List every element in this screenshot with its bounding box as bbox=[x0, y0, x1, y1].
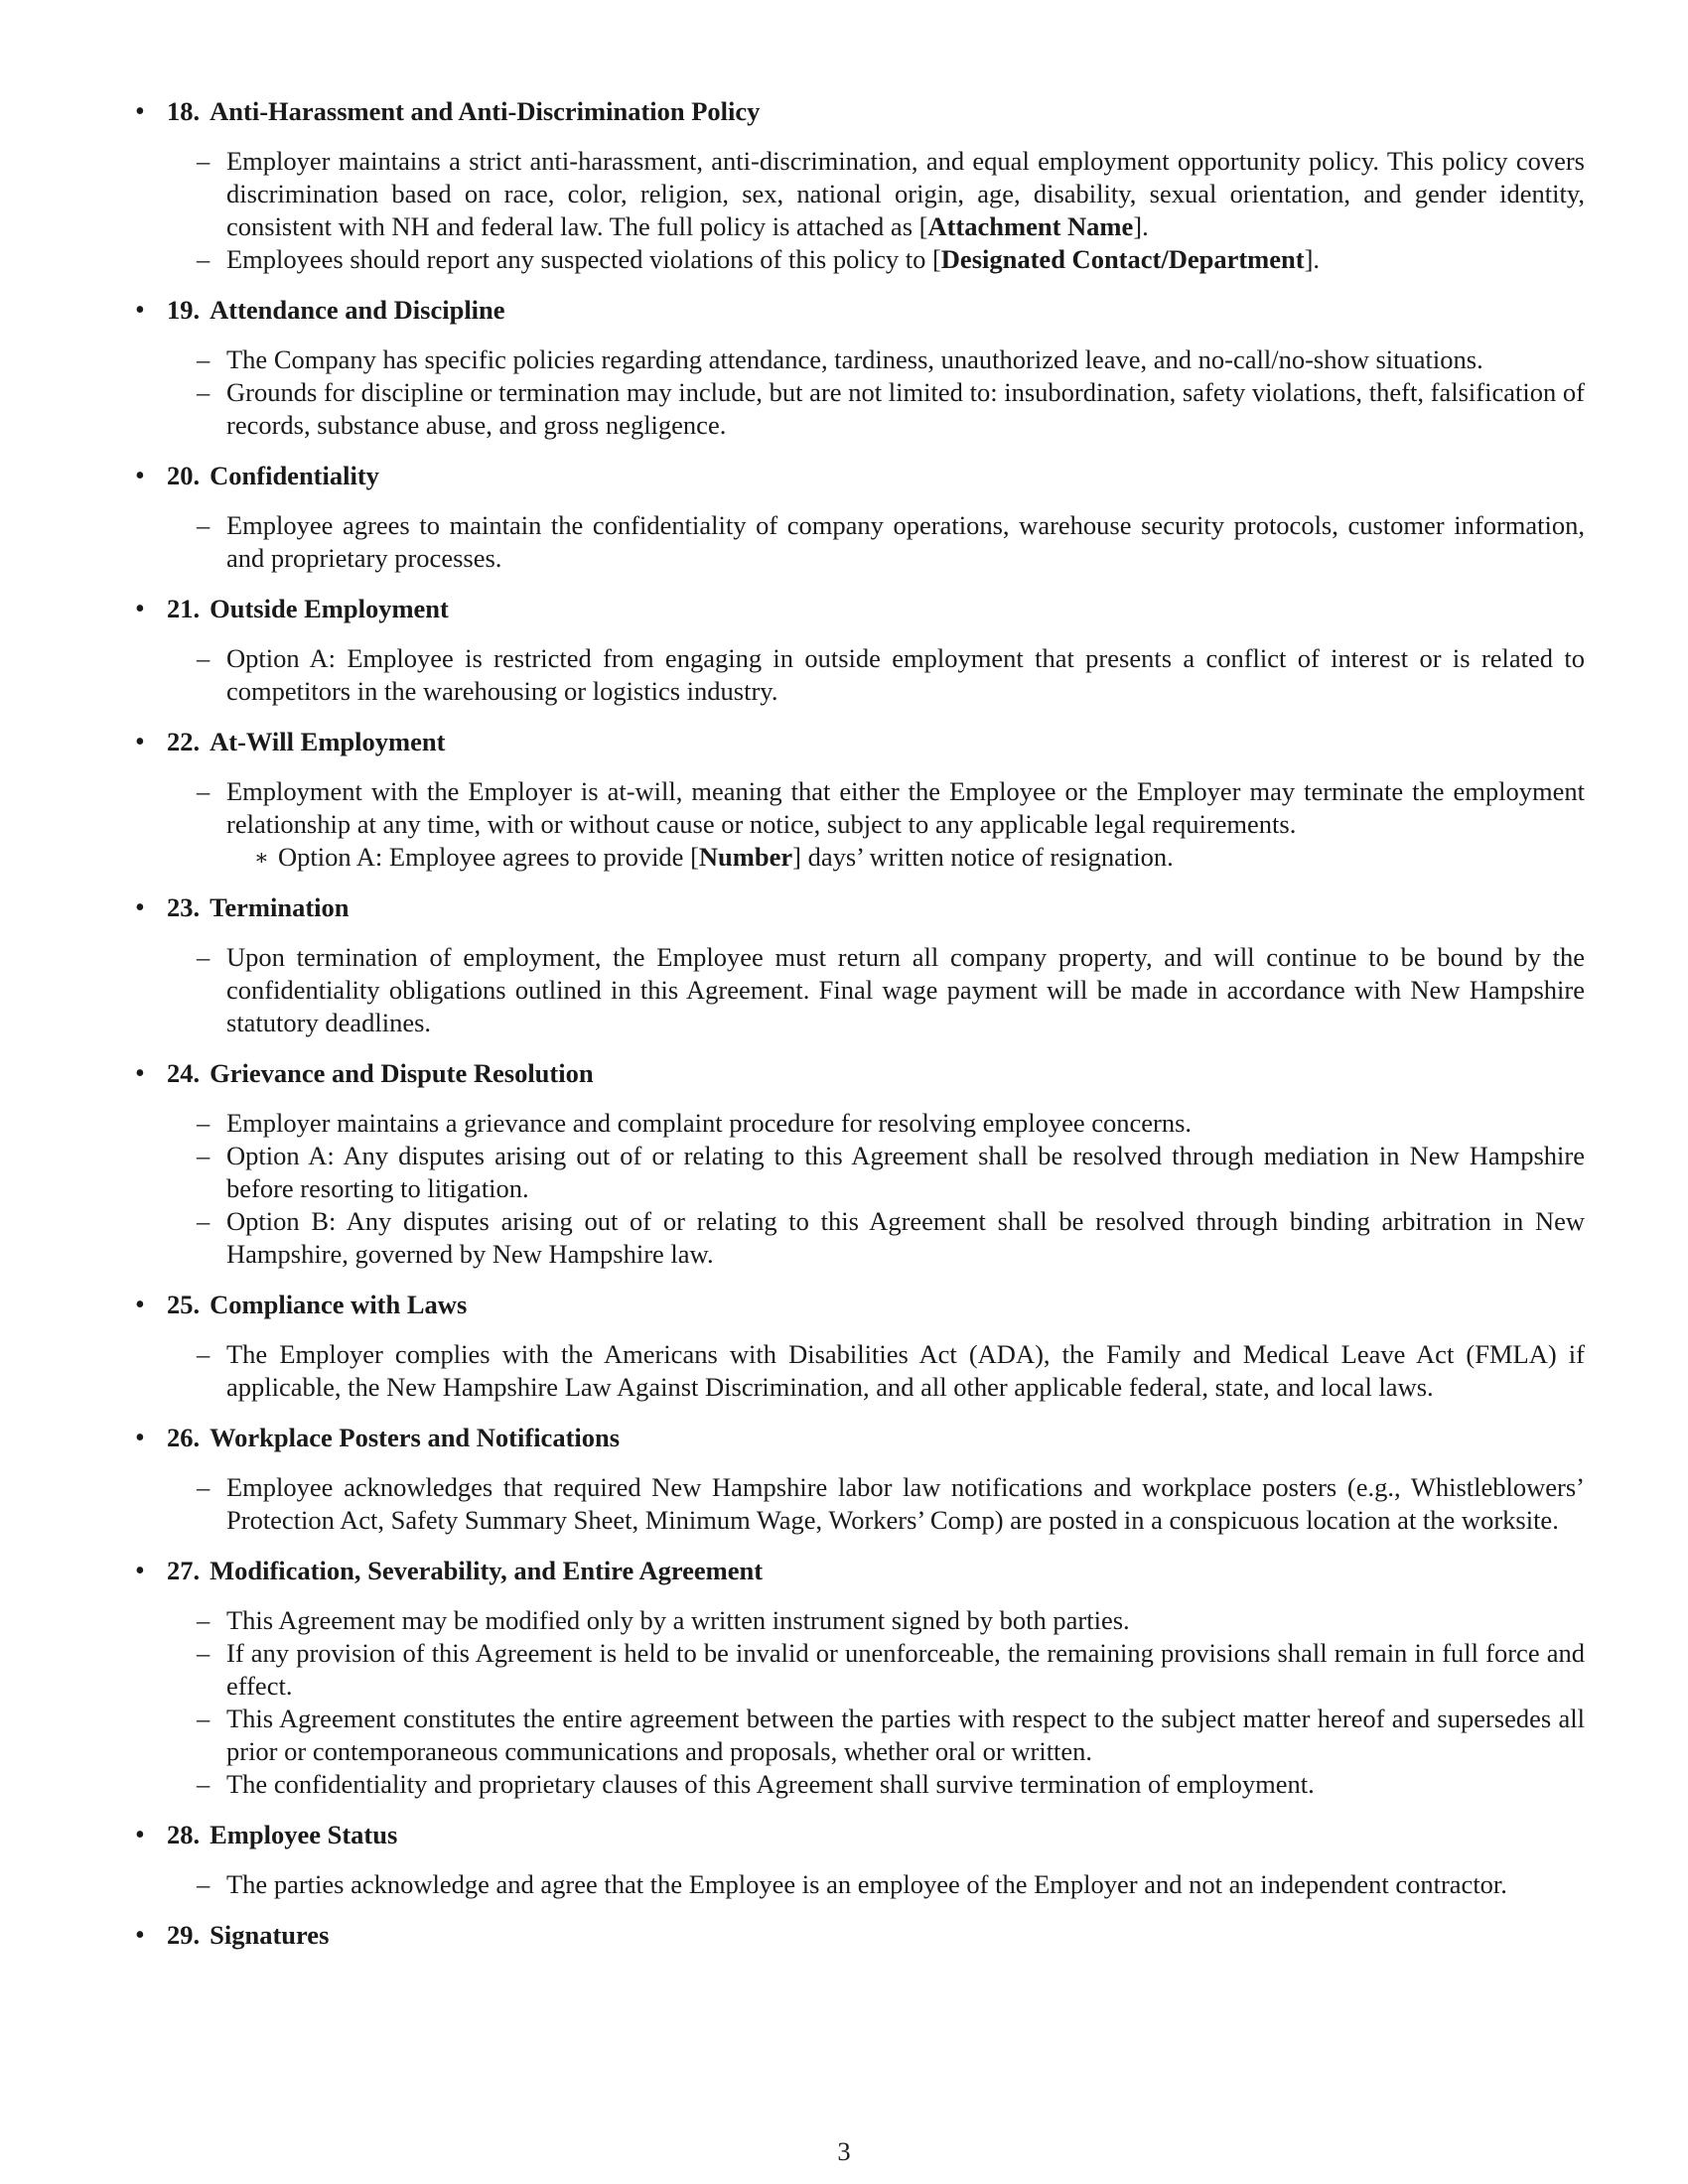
section-heading bbox=[167, 1289, 1585, 1321]
item-text: Grounds for discipline or termination may include, but are not limited to: insubordination, safety violations, theft, falsification of records, substance abuse, and gross negligence. bbox=[226, 377, 1585, 440]
section-items bbox=[167, 1471, 1585, 1537]
bullet-icon: • bbox=[135, 1423, 145, 1453]
bullet-icon: • bbox=[135, 96, 145, 127]
placeholder-field: Attachment Name bbox=[927, 211, 1134, 241]
bullet-icon: • bbox=[135, 892, 145, 923]
bullet-icon: • bbox=[135, 594, 145, 624]
item-text: If any provision of this Agreement is held to be invalid or unenforceable, the remaining provisions shall remain in full force and effect. bbox=[226, 1638, 1585, 1701]
list-item bbox=[167, 1338, 1585, 1404]
item-text: Employment with the Employer is at-will, meaning that either the Employee or the Employer may terminate the employment relationship at any time, with or without cause or notice, subject to any applicable legal requirements. bbox=[226, 776, 1585, 839]
section-number: 28. bbox=[167, 1820, 201, 1849]
list-item bbox=[167, 145, 1585, 243]
section-title: Outside Employment bbox=[210, 594, 449, 623]
dash-icon: – bbox=[197, 510, 211, 540]
placeholder-field: Designated Contact/Department bbox=[940, 244, 1305, 274]
dash-icon: – bbox=[197, 1339, 211, 1369]
section-heading bbox=[167, 1422, 1585, 1454]
item-text: This Agreement constitutes the entire agreement between the parties with respect to the subject matter hereof and supersedes all prior or contemporaneous communications and proposals, whether oral or written. bbox=[226, 1704, 1585, 1766]
dash-icon: – bbox=[197, 1605, 211, 1635]
section-items bbox=[167, 343, 1585, 442]
bullet-icon: • bbox=[135, 461, 145, 491]
section-title: Modification, Severability, and Entire Agreement bbox=[210, 1556, 764, 1585]
item-text: Employee agrees to maintain the confidentiality of company operations, warehouse security protocols, customer information, and proprietary processes. bbox=[226, 510, 1585, 573]
text-run: Employer maintains a strict anti-harassment, anti-discrimination, and equal employment opportunity policy. This policy covers discrimination based on race, color, religion, sex, national origin, age, disability, sexual orientation, and gender identity, consistent with NH and federal law. The full policy is attached as [ bbox=[226, 146, 1585, 241]
list-item bbox=[167, 1868, 1585, 1901]
section-number: 27. bbox=[167, 1556, 201, 1585]
bullet-icon: • bbox=[135, 727, 145, 757]
section-number: 20. bbox=[167, 461, 201, 490]
section-title: Confidentiality bbox=[210, 461, 379, 490]
dash-icon: – bbox=[197, 776, 211, 806]
section-number: 25. bbox=[167, 1290, 201, 1319]
dash-icon: – bbox=[197, 643, 211, 673]
dash-icon: – bbox=[197, 942, 211, 972]
section-items bbox=[167, 941, 1585, 1039]
section-18 bbox=[135, 95, 1585, 276]
item-text: The parties acknowledge and agree that the Employee is an employee of the Employer and not an independent contractor. bbox=[226, 1869, 1507, 1899]
list-item bbox=[167, 775, 1585, 841]
section-number: 21. bbox=[167, 594, 201, 623]
section-title: Attendance and Discipline bbox=[210, 295, 505, 325]
list-item bbox=[167, 1140, 1585, 1205]
section-22 bbox=[135, 726, 1585, 874]
section-number: 19. bbox=[167, 295, 201, 325]
item-text: Option B: Any disputes arising out of or relating to this Agreement shall be resolved through binding arbitration in New Hampshire, governed by New Hampshire law. bbox=[226, 1206, 1585, 1269]
list-item bbox=[167, 1637, 1585, 1703]
section-number: 23. bbox=[167, 892, 201, 922]
bullet-icon: • bbox=[135, 1920, 145, 1951]
list-item bbox=[167, 642, 1585, 708]
section-23 bbox=[135, 891, 1585, 1039]
bullet-icon: • bbox=[135, 295, 145, 326]
placeholder-field: Number bbox=[698, 842, 793, 872]
item-text: Employee acknowledges that required New Hampshire labor law notifications and workplace posters (e.g., Whistleblowers’ Protection Act, Safety Summary Sheet, Minimum Wage, Workers’ Comp) are posted in a conspicuous location at the worksite. bbox=[226, 1472, 1585, 1535]
list-item bbox=[167, 1703, 1585, 1768]
section-number: 29. bbox=[167, 1920, 201, 1950]
list-item bbox=[167, 1107, 1585, 1140]
section-title: Termination bbox=[210, 892, 350, 922]
item-text: Option A: Any disputes arising out of or relating to this Agreement shall be resolved through mediation in New Hampshire before resorting to litigation. bbox=[226, 1141, 1585, 1203]
section-heading bbox=[167, 95, 1585, 128]
bullet-icon: • bbox=[135, 1058, 145, 1089]
item-text bbox=[226, 244, 1320, 274]
text-run: Option A: Employee agrees to provide [ bbox=[278, 842, 699, 872]
section-title: Signatures bbox=[210, 1920, 330, 1950]
section-items bbox=[167, 1868, 1585, 1901]
page-number: 3 bbox=[837, 2136, 851, 2166]
section-20 bbox=[135, 460, 1585, 575]
text-run: Employees should report any suspected violations of this policy to [ bbox=[226, 244, 941, 274]
list-item bbox=[167, 1768, 1585, 1801]
list-item bbox=[167, 941, 1585, 1039]
bullet-icon: • bbox=[135, 1820, 145, 1850]
dash-icon: – bbox=[197, 146, 211, 176]
section-number: 22. bbox=[167, 727, 201, 756]
list-item bbox=[167, 1205, 1585, 1271]
item-text: This Agreement may be modified only by a written instrument signed by both parties. bbox=[226, 1605, 1130, 1635]
bullet-icon: • bbox=[135, 1556, 145, 1586]
list-item bbox=[167, 343, 1585, 376]
section-28 bbox=[135, 1819, 1585, 1901]
text-run: ]. bbox=[1304, 244, 1321, 274]
section-number: 24. bbox=[167, 1058, 201, 1088]
list-item bbox=[167, 1604, 1585, 1637]
section-26 bbox=[135, 1422, 1585, 1537]
text-run: ] days’ written notice of resignation. bbox=[792, 842, 1174, 872]
asterisk-icon: ∗ bbox=[254, 845, 269, 870]
section-heading bbox=[167, 460, 1585, 492]
section-items bbox=[167, 1604, 1585, 1801]
list-item bbox=[167, 509, 1585, 575]
section-title: Anti-Harassment and Anti-Discrimination Policy bbox=[210, 96, 761, 126]
section-29 bbox=[135, 1919, 1585, 1952]
section-title: Compliance with Laws bbox=[210, 1290, 468, 1319]
section-27 bbox=[135, 1555, 1585, 1801]
section-21 bbox=[135, 593, 1585, 708]
section-title: Workplace Posters and Notifications bbox=[210, 1423, 621, 1452]
section-title: Employee Status bbox=[210, 1820, 398, 1849]
item-text: The Employer complies with the Americans with Disabilities Act (ADA), the Family and Medical Leave Act (FMLA) if applicable, the New Hampshire Law Against Discrimination, and all other applicable federal, state, and local laws. bbox=[226, 1339, 1585, 1402]
dash-icon: – bbox=[197, 1141, 211, 1170]
list-item bbox=[167, 376, 1585, 442]
dash-icon: – bbox=[197, 344, 211, 374]
section-items bbox=[167, 1107, 1585, 1271]
section-heading bbox=[167, 294, 1585, 327]
section-19 bbox=[135, 294, 1585, 442]
sub-list-item bbox=[167, 841, 1585, 874]
dash-icon: – bbox=[197, 1108, 211, 1138]
dash-icon: – bbox=[197, 377, 211, 407]
section-heading bbox=[167, 891, 1585, 924]
section-number: 26. bbox=[167, 1423, 201, 1452]
section-items bbox=[167, 775, 1585, 874]
dash-icon: – bbox=[197, 1472, 211, 1502]
sub-item-text bbox=[278, 842, 1174, 872]
section-heading bbox=[167, 1919, 1585, 1952]
section-items bbox=[167, 642, 1585, 708]
item-text: The confidentiality and proprietary clauses of this Agreement shall survive termination of employment. bbox=[226, 1769, 1315, 1799]
item-text: The Company has specific policies regarding attendance, tardiness, unauthorized leave, and no-call/no-show situations. bbox=[226, 344, 1483, 374]
section-heading bbox=[167, 1555, 1585, 1587]
item-text: Upon termination of employment, the Employee must return all company property, and will continue to be bound by the confidentiality obligations outlined in this Agreement. Final wage payment will be made in accordance with New Hampshire statutory deadlines. bbox=[226, 942, 1585, 1037]
section-title: Grievance and Dispute Resolution bbox=[210, 1058, 594, 1088]
dash-icon: – bbox=[197, 1769, 211, 1799]
item-text: Option A: Employee is restricted from engaging in outside employment that presents a conflict of interest or is related to competitors in the warehousing or logistics industry. bbox=[226, 643, 1585, 706]
document-page bbox=[135, 95, 1585, 1969]
dash-icon: – bbox=[197, 1869, 211, 1899]
dash-icon: – bbox=[197, 1638, 211, 1668]
bullet-icon: • bbox=[135, 1290, 145, 1320]
list-item bbox=[167, 1471, 1585, 1537]
section-heading bbox=[167, 726, 1585, 758]
section-heading bbox=[167, 1057, 1585, 1090]
text-run: ]. bbox=[1133, 211, 1149, 241]
section-heading bbox=[167, 1819, 1585, 1851]
dash-icon: – bbox=[197, 244, 211, 274]
list-item bbox=[167, 243, 1585, 276]
section-items bbox=[167, 1338, 1585, 1404]
section-25 bbox=[135, 1289, 1585, 1404]
item-text bbox=[226, 146, 1585, 241]
item-text: Employer maintains a grievance and complaint procedure for resolving employee concerns. bbox=[226, 1108, 1193, 1138]
section-heading bbox=[167, 593, 1585, 625]
section-title: At-Will Employment bbox=[210, 727, 446, 756]
section-items bbox=[167, 509, 1585, 575]
section-number: 18. bbox=[167, 96, 201, 126]
dash-icon: – bbox=[197, 1206, 211, 1236]
section-items bbox=[167, 145, 1585, 276]
section-24 bbox=[135, 1057, 1585, 1271]
dash-icon: – bbox=[197, 1704, 211, 1733]
